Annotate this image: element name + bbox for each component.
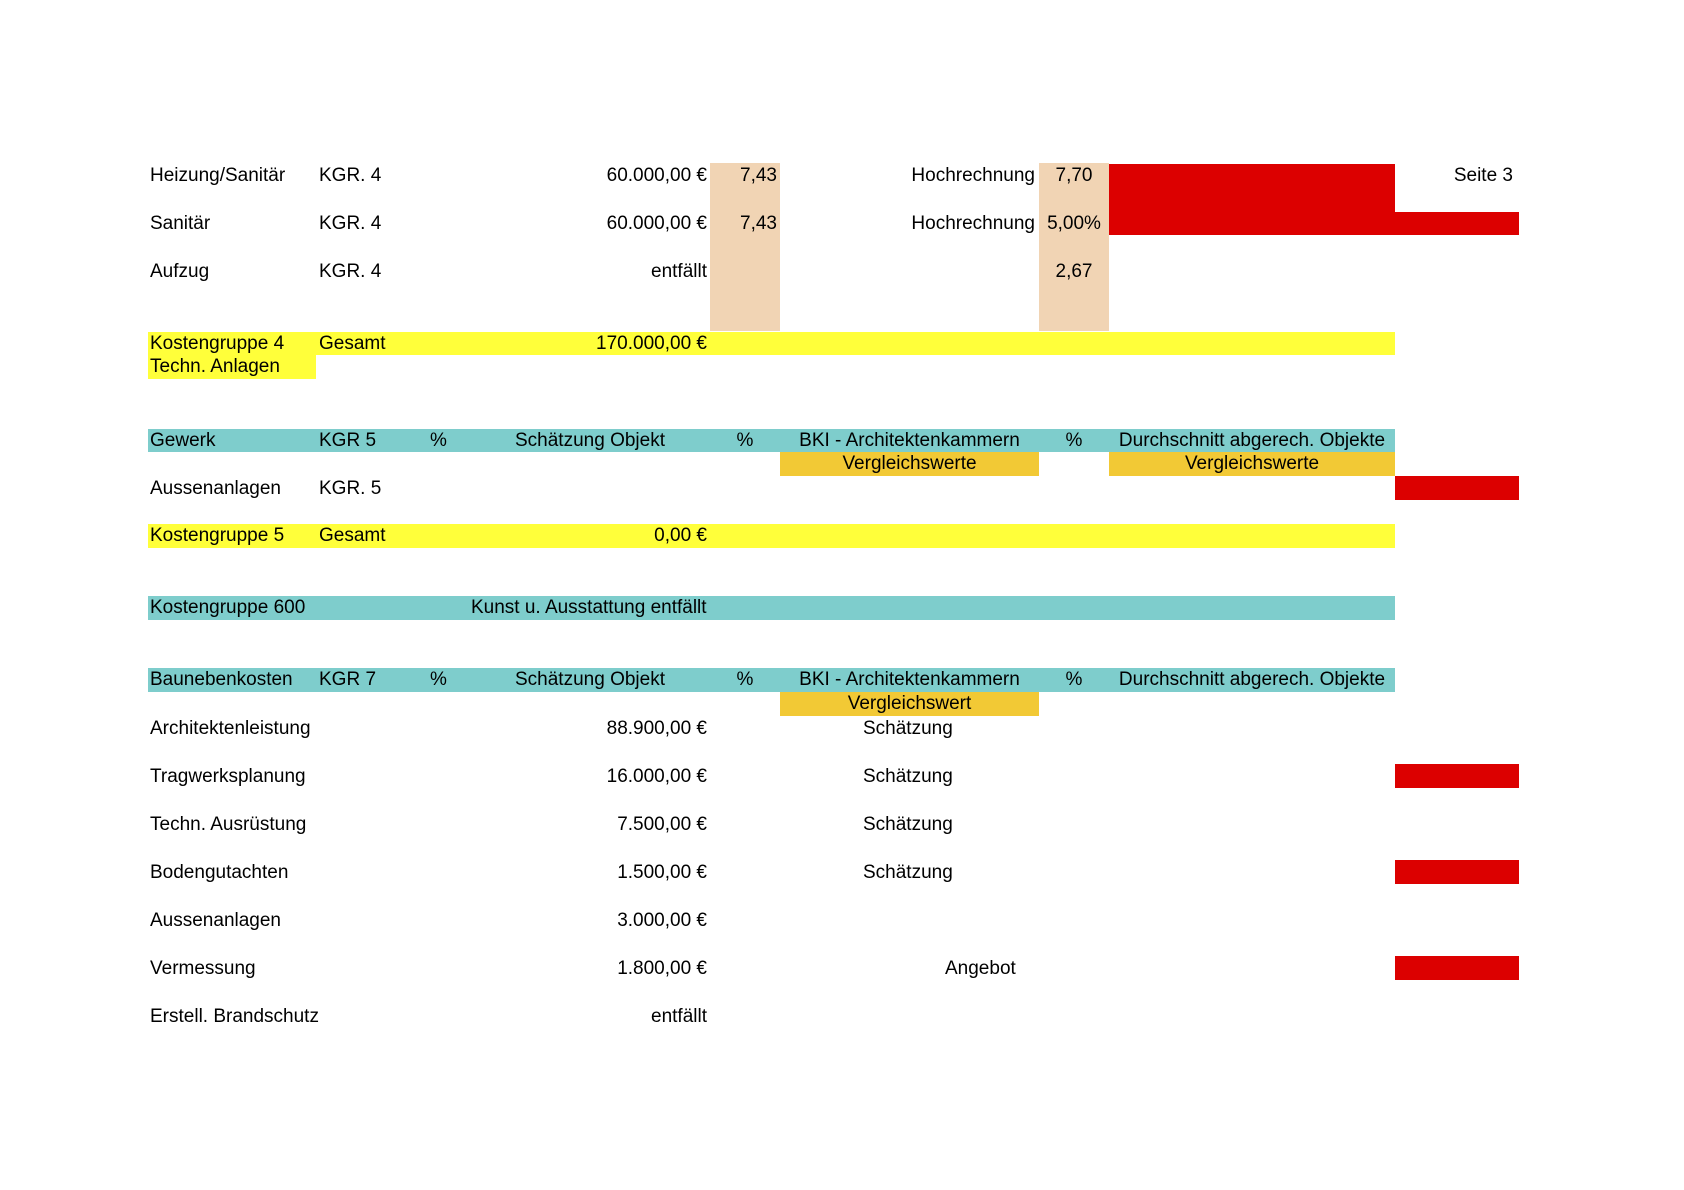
row-amount: 16.000,00 € <box>606 766 707 787</box>
row-note: Schätzung <box>863 718 953 739</box>
page-label: Seite 3 <box>1453 165 1513 186</box>
subheader-durchschnitt: Vergleichswerte <box>1184 453 1320 474</box>
subheader-bki: Vergleichswert <box>847 693 972 714</box>
row-name: Architektenleistung <box>150 718 311 739</box>
row-name: Aussenanlagen <box>150 478 281 499</box>
total-amount: 170.000,00 € <box>596 333 707 354</box>
total-amount: 0,00 € <box>654 525 707 546</box>
row-amount: entfällt <box>651 261 707 282</box>
header-bki: BKI - Architektenkammern <box>799 430 1020 451</box>
row-pct: 7,43 <box>740 213 777 234</box>
header-schaetzung: Schätzung Objekt <box>515 430 665 451</box>
row-pct2: 5,00% <box>1047 213 1101 234</box>
row-name: Tragwerksplanung <box>150 766 306 787</box>
row-amount: 1.800,00 € <box>617 958 707 979</box>
header-gewerk: Baunebenkosten <box>150 669 293 690</box>
row-method: Hochrechnung <box>911 165 1035 186</box>
row-name: Bodengutachten <box>150 862 289 883</box>
row-note: Angebot <box>945 958 1016 979</box>
row-amount: entfällt <box>651 1006 707 1027</box>
row-amount: 1.500,00 € <box>617 862 707 883</box>
row-note: Schätzung <box>863 862 953 883</box>
total-gesamt: Gesamt <box>319 525 386 546</box>
header-kgr: KGR 5 <box>319 430 377 451</box>
pct-column-shade <box>710 163 780 331</box>
row-amount: 60.000,00 € <box>606 165 707 186</box>
kg600-band <box>148 596 1395 620</box>
row-name: Sanitär <box>150 213 211 234</box>
row-name: Vermessung <box>150 958 256 979</box>
header-schaetzung: Schätzung Objekt <box>515 669 665 690</box>
flag-tragwerksplanung <box>1395 764 1519 788</box>
row-amount: 88.900,00 € <box>606 718 707 739</box>
row-name: Aussenanlagen <box>150 910 281 931</box>
pct2-column-shade <box>1039 163 1109 331</box>
row-name: Erstell. Brandschutz <box>150 1006 319 1027</box>
kg600-label: Kostengruppe 600 <box>150 597 306 618</box>
total-gesamt: Gesamt <box>319 333 386 354</box>
header-pct3: % <box>1065 669 1083 690</box>
flag-sanitaer <box>1109 212 1519 235</box>
header-pct2: % <box>736 669 754 690</box>
flag-vermessung <box>1395 956 1519 980</box>
row-kgr: KGR. 4 <box>319 165 382 186</box>
row-pct: 7,43 <box>740 165 777 186</box>
row-pct2: 2,67 <box>1055 261 1093 282</box>
flag-bodengutachten <box>1395 860 1519 884</box>
flag-heizung <box>1109 164 1395 212</box>
row-pct2: 7,70 <box>1055 165 1093 186</box>
row-name: Aufzug <box>150 261 210 282</box>
row-note: Schätzung <box>863 766 953 787</box>
row-amount: 7.500,00 € <box>617 814 707 835</box>
header-pct1: % <box>430 430 447 451</box>
header-bki: BKI - Architektenkammern <box>799 669 1020 690</box>
header-pct3: % <box>1065 430 1083 451</box>
header-durchschnitt: Durchschnitt abgerech. Objekte <box>1118 669 1386 690</box>
header-kgr: KGR 7 <box>319 669 377 690</box>
header-durchschnitt: Durchschnitt abgerech. Objekte <box>1118 430 1386 451</box>
row-name: Techn. Ausrüstung <box>150 814 307 835</box>
total-label: Kostengruppe 4 <box>150 333 285 354</box>
row-kgr: KGR. 4 <box>319 213 382 234</box>
header-pct1: % <box>430 669 447 690</box>
row-note: Schätzung <box>863 814 953 835</box>
row-name: Heizung/Sanitär <box>150 165 286 186</box>
header-gewerk: Gewerk <box>150 430 216 451</box>
row-kgr: KGR. 5 <box>319 478 382 499</box>
kg600-text: Kunst u. Ausstattung entfällt <box>471 597 707 618</box>
flag-aussenanlagen-kg5 <box>1395 476 1519 500</box>
row-method: Hochrechnung <box>911 213 1035 234</box>
row-amount: 3.000,00 € <box>617 910 707 931</box>
row-pct <box>710 261 777 283</box>
subheader-bki: Vergleichswerte <box>842 453 977 474</box>
total-sublabel: Techn. Anlagen <box>150 356 280 377</box>
header-pct2: % <box>736 430 754 451</box>
total-label: Kostengruppe 5 <box>150 525 285 546</box>
row-amount: 60.000,00 € <box>606 213 707 234</box>
row-kgr: KGR. 4 <box>319 261 382 282</box>
row-method <box>800 261 1035 283</box>
